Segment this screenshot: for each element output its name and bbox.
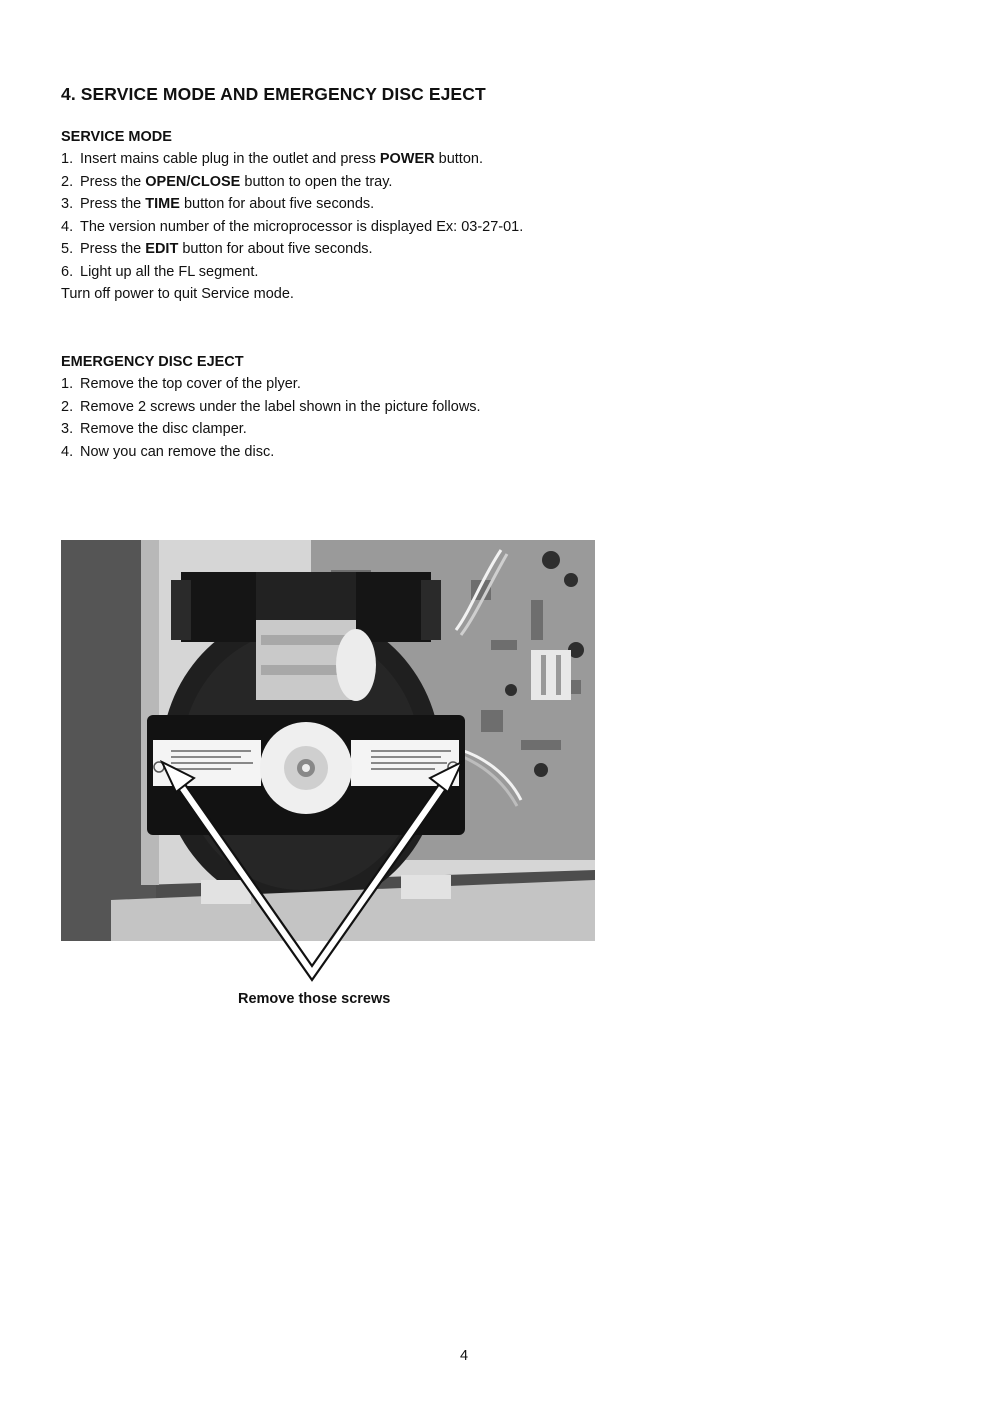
emergency-eject-steps — [61, 373, 481, 463]
list-item: 3. Remove the disc clamper. — [61, 421, 247, 437]
list-item: 4. Now you can remove the disc. — [61, 443, 275, 460]
page-number: 4 — [460, 1348, 469, 1364]
page-title: 4. SERVICE MODE AND EMERGENCY DISC EJECT — [61, 84, 486, 104]
emergency-eject-heading: EMERGENCY DISC EJECT — [61, 354, 244, 370]
list-item: 3. Press the TIME button for about five seconds. — [61, 196, 375, 212]
list-item: 6. Light up all the FL segment. — [61, 263, 259, 280]
list-item: 1. Remove the top cover of the plyer. — [61, 376, 301, 392]
list-item: 5. Press the EDIT button for about five seconds. — [61, 241, 373, 257]
list-item: 2. Remove 2 screws under the label shown in the picture follows. — [61, 398, 481, 415]
service-mode-steps — [61, 148, 523, 306]
list-item: 2. Press the OPEN/CLOSE button to open the tray. — [61, 173, 393, 190]
list-item: 1. Insert mains cable plug in the outlet and press POWER button. — [61, 151, 483, 167]
service-mode-note: Turn off power to quit Service mode. — [61, 286, 294, 302]
figure-caption: Remove those screws — [238, 991, 391, 1007]
disc-mechanism-photo — [61, 540, 595, 941]
list-item: 4. The version number of the microprocessor is displayed Ex: 03-27-01. — [61, 218, 524, 235]
service-mode-heading: SERVICE MODE — [61, 129, 172, 145]
